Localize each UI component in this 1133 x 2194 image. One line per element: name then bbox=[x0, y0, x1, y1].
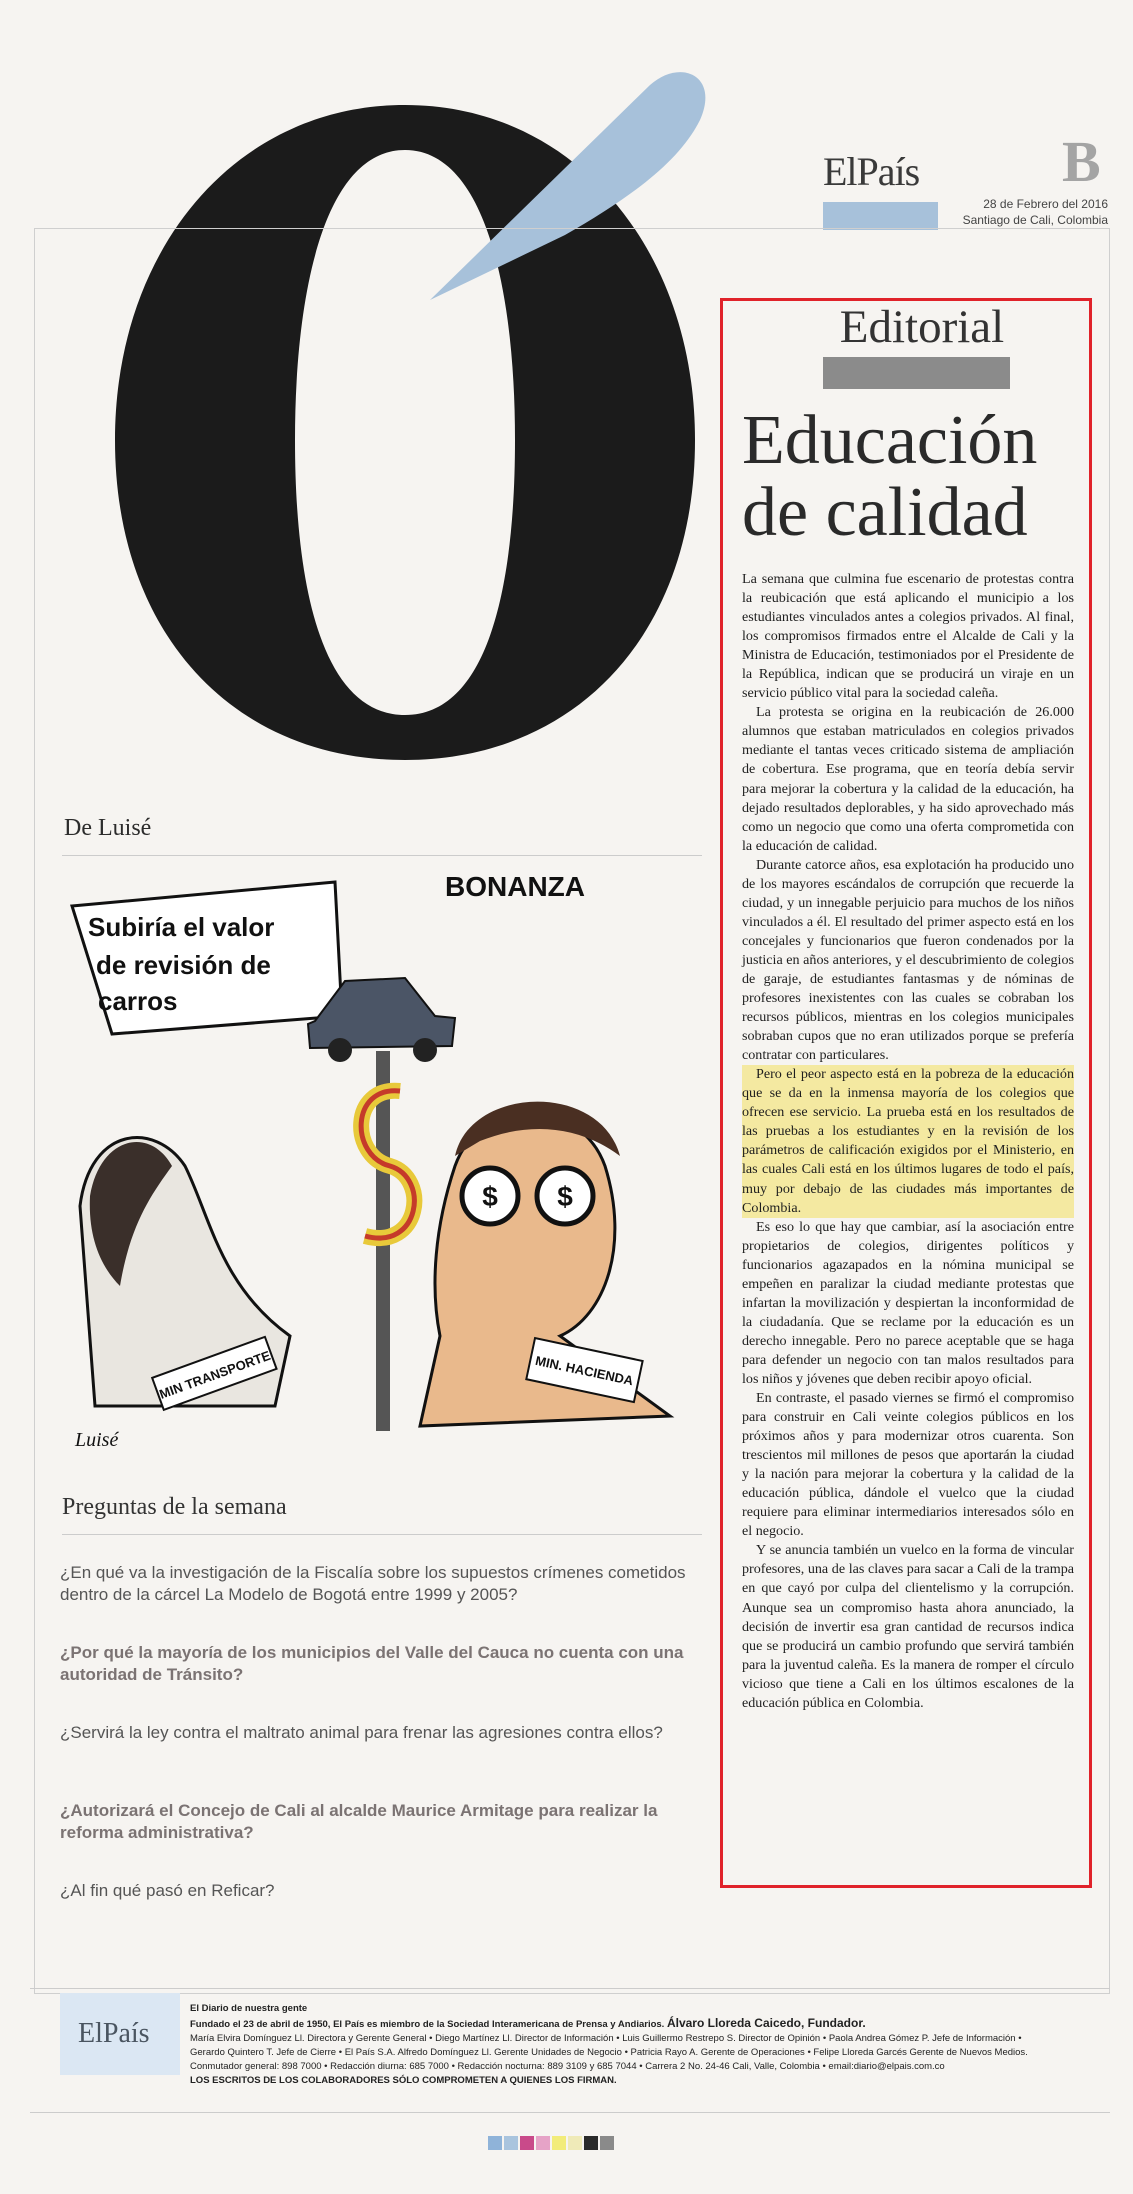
editorial-paragraph: En contraste, el pasado viernes se firmó el compromiso para construir en Cali veinte colegios públicos en los próximos años y para modernizar otros cuarenta. Son trescientos mil millones de pesos que aportarán la ciudad y la nación para mejorar la cobertura y la calidad de la educación pública, dándole el vuelco que la ciudad requiere para eliminar intermediarios interesados sólo en el negocio. bbox=[742, 1390, 1074, 1540]
divider bbox=[30, 1988, 1110, 1989]
color-swatch bbox=[600, 2136, 614, 2150]
editorial-title-line1: Educación bbox=[742, 402, 1038, 479]
masthead-logo: ElPaís bbox=[823, 149, 920, 194]
question-item: ¿Servirá la ley contra el maltrato animal para frenar las agresiones contra ellos? bbox=[60, 1723, 663, 1742]
footer-line4: Conmutador general: 898 7000 • Redacción diurna: 685 7000 • Redacción nocturna: 889 3109 y 685 7044 • Carrera 2 No. 24-46 Cali, Valle, Colombia • email:diario@elpais.com.co bbox=[190, 2061, 945, 2072]
editorial-paragraph: La protesta se origina en la reubicación de 26.000 alumnos que estaban matriculados en colegios privados mediante el tantas veces criticado sistema de ampliación de cobertura. Ese programa, que en teoría debía servir para mejorar la cobertura y la calidad de la educación, ha dejado resultados deplorables, y ha sido aprovechado más como un negocio que como una oferta comprometida con la educación de calidad. bbox=[742, 704, 1074, 854]
editorial-paragraph-highlighted: Pero el peor aspecto está en la pobreza de la educación que se da en la inmensa mayoría de los colegios que ofrecen ese servicio. La prueba está en los resultados de las pruebas a los estudiantes y en la revisión de los parámetros de calificación exigidos por el Ministerio, en las cuales Cali está en los últimos lugares de todo el país, muy por debajo de las ciudades más importantes de Colombia. bbox=[742, 1065, 1074, 1217]
color-swatch bbox=[504, 2136, 518, 2150]
editorial-cartoon bbox=[60, 866, 700, 1466]
editorial-paragraph: Durante catorce años, esa explotación ha producido uno de los mayores escándalos de corrupción que recuerde la ciudad, y un innegable perjuicio para muchos de los niños vinculados a él. El resultado del primer aspecto está en los concejales y funcionarios que fueron condenados por la justicia en años anteriores, y el descubrimiento de colegios de garaje, de estudiantes fantasmas y de nóminas de profesores inexistentes con las cuales se cobraban los recursos públicos, mientras en los colegios municipales sobraban cupos que no eran utilizados porque se prefería contratar con particulares. bbox=[742, 856, 1074, 1064]
color-swatch bbox=[568, 2136, 582, 2150]
questions-title: Preguntas de la semana bbox=[62, 1494, 287, 1520]
section-letter: B bbox=[1062, 129, 1101, 194]
editorial-title-line2: de calidad bbox=[742, 474, 1028, 551]
question-item: ¿Por qué la mayoría de los municipios del Valle del Cauca no cuenta con una autoridad de Tránsito? bbox=[60, 1643, 684, 1684]
footer-founder: Álvaro Lloreda Caicedo, Fundador. bbox=[666, 2016, 866, 2030]
editorial-paragraph: Es eso lo que hay que cambiar, así la asociación entre propietarios de colegios, dirigentes políticos y funcionarios agazapados en la nómina municipal se empeñen en paralizar la ciudad mediante protestas que infartan la movilización y despiertan la inconformidad de la ciudadanía. Que se reclame por la educación es un derecho innegable. Pero no parece aceptable que se haga para defender un negocio con tan malos resultados para los niños y jóvenes que deben recibir apoyo oficial. bbox=[742, 1218, 1074, 1387]
editorial-label: Editorial bbox=[839, 301, 1005, 353]
svg-text:MIN TRANSPORTE: MIN TRANSPORTE bbox=[157, 1347, 273, 1402]
dateline bbox=[900, 196, 1108, 228]
divider bbox=[62, 855, 702, 856]
editorial-label-bar bbox=[823, 357, 1010, 389]
speech-line-1: Subiría el valor bbox=[88, 912, 275, 942]
question-item: ¿Al fin qué pasó en Reficar? bbox=[60, 1881, 275, 1900]
question-item: ¿Autorizará el Concejo de Cali al alcalde Maurice Armitage para realizar la reforma administrativa? bbox=[60, 1801, 658, 1842]
divider bbox=[62, 1534, 702, 1535]
place: Santiago de Cali, Colombia bbox=[962, 213, 1108, 227]
svg-text:$: $ bbox=[557, 1181, 573, 1212]
footer-line2: María Elvira Domínguez Ll. Directora y Gerente General • Diego Martínez Ll. Director de Información • Luis Guillermo Restrepo S. Director de Opinión • Paola Andrea Gómez P. Jefe de Información • bbox=[190, 2033, 1022, 2044]
color-swatch bbox=[584, 2136, 598, 2150]
footer-line3: Gerardo Quintero T. Jefe de Cierre • El País S.A. Alfredo Domínguez Ll. Gerente Unidades de Negocio • Patricia Rayo A. Gerente de Operaciones • Felipe Lloreda Garcés Gerente de Nuevos Medios. bbox=[190, 2047, 1028, 2058]
editorial-body bbox=[742, 570, 1074, 1713]
color-swatch bbox=[536, 2136, 550, 2150]
date: 28 de Febrero del 2016 bbox=[983, 197, 1108, 211]
svg-text:$: $ bbox=[482, 1181, 498, 1212]
editorial-title bbox=[742, 402, 1087, 551]
color-swatch bbox=[552, 2136, 566, 2150]
speech-line-3: carros bbox=[98, 986, 178, 1016]
divider bbox=[30, 2112, 1110, 2113]
cartoon-author-heading: De Luisé bbox=[64, 815, 152, 841]
footer-line1: Fundado el 23 de abril de 1950, El País es miembro de la Sociedad Interamericana de Prensa y Andiarios. bbox=[190, 2019, 665, 2030]
editorial-paragraph: Y se anuncia también un vuelco en la forma de vincular profesores, una de las claves para sacar a Cali de la trampa en que cayó por culpa del clientelismo y la corrupción. Aunque sea un compromiso hasta ahora anunciado, la decisión de invertir esa gran cantidad de recursos indica que se producirá un cambio profundo que servirá también para la juventud caleña. Es la manera de romper el círculo vicioso que tiene a Cali en los últimos escalones de la educación pública en Colombia. bbox=[742, 1542, 1074, 1711]
footer-line5: LOS ESCRITOS DE LOS COLABORADORES SÓLO COMPROMETEN A QUIENES LOS FIRMAN. bbox=[190, 2075, 617, 2086]
editorial-paragraph: La semana que culmina fue escenario de protestas contra la reubicación que está aplicando el municipio a los estudiantes vinculados antes a colegios privados. Al final, los compromisos firmados entre el Alcalde de Cali y la Ministra de Educación, testimoniados por el Presidente de la República, indican que se producirá un viraje en un servicio público vital para la sociedad caleña. bbox=[742, 571, 1074, 702]
question-item: ¿En qué va la investigación de la Fiscalía sobre los supuestos crímenes cometidos dentro de la cárcel La Modelo de Bogotá entre 1999 y 2005? bbox=[60, 1563, 686, 1604]
cartoon-signature: Luisé bbox=[75, 1429, 119, 1451]
color-swatch bbox=[520, 2136, 534, 2150]
cartoon-brand: BONANZA bbox=[445, 871, 585, 902]
footer-credits bbox=[190, 2002, 1070, 2088]
footer-logo: ElPaís bbox=[78, 2018, 150, 2049]
footer-slogan: El Diario de nuestra gente bbox=[190, 2003, 308, 2014]
svg-text:MIN. HACIENDA: MIN. HACIENDA bbox=[534, 1352, 635, 1389]
color-swatch bbox=[488, 2136, 502, 2150]
speech-line-2: de revisión de bbox=[96, 950, 271, 980]
